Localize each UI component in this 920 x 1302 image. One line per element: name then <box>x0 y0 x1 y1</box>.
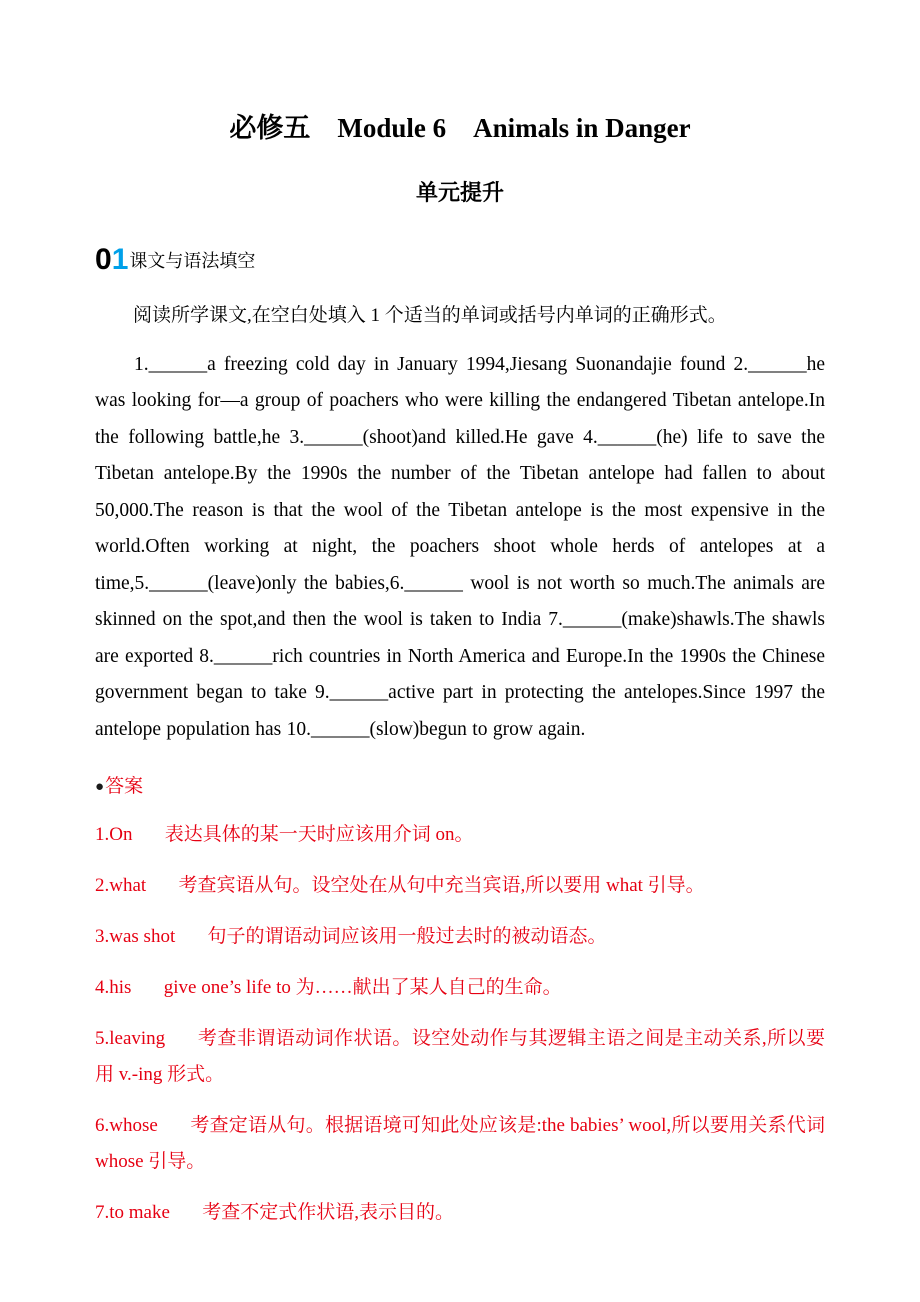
answer-key: 7.to make <box>95 1202 170 1224</box>
section-number-one: 1 <box>111 242 129 276</box>
answer-key: 4.his <box>95 977 132 999</box>
answer-item-4 <box>95 970 825 1006</box>
answer-key: 2.what <box>95 875 147 897</box>
answer-explanation: give one’s life to 为……献出了某人自己的生命。 <box>163 977 562 999</box>
answer-explanation: 考查宾语从句。设空处在从句中充当宾语,所以要用 what 引导。 <box>178 875 705 897</box>
answer-bullet-icon: ● <box>95 779 105 796</box>
section-number-zero: 0 <box>95 242 112 276</box>
answer-key: 1.On <box>95 824 133 846</box>
answer-key: 3.was shot <box>95 926 176 948</box>
answer-key: 5.leaving <box>95 1028 166 1050</box>
answer-item-7 <box>95 1195 825 1231</box>
answer-item-2 <box>95 868 825 904</box>
answers-header <box>95 772 825 802</box>
answer-explanation: 句子的谓语动词应该用一般过去时的被动语态。 <box>207 926 607 948</box>
answer-key: 6.whose <box>95 1115 158 1137</box>
answer-explanation: 考查不定式作状语,表示目的。 <box>202 1202 454 1224</box>
page-subtitle: 单元提升 <box>415 180 504 206</box>
answer-explanation: 表达具体的某一天时应该用介词 on。 <box>164 824 474 846</box>
section-header <box>95 242 825 276</box>
answers-label: 答案 <box>105 776 144 798</box>
answer-item-1 <box>95 817 825 853</box>
answer-explanation: 考查定语从句。根据语境可知此处应该是:the babies’ wool,所以要用关系代词 whose 引导。 <box>95 1115 825 1173</box>
answer-explanation: 考查非谓语动词作状语。设空处动作与其逻辑主语之间是主动关系,所以要用 v.-ing 形式。 <box>95 1028 825 1086</box>
page-title: 必修五 Module 6 Animals in Danger <box>229 113 691 143</box>
answer-item-5 <box>95 1021 825 1093</box>
section-label: 课文与语法填空 <box>129 250 256 271</box>
cloze-passage: 1.______a freezing cold day in January 1994,Jiesang Suonandajie found 2.______he was looking for—a group of poachers who were killing the endangered Tibetan antelope.In the following battle,he 3.______(shoot)and killed.He gave 4.______(he) life to save the Tibetan antelope.By the 1990s the number of the Tibetan antelope had fallen to about 50,000.The reason is that the wool of the Tibetan antelope is the most expensive in the world.Often working at night, the poachers shoot whole herds of antelopes at a time,5.______(leave)only the babies,6.______ wool is not worth so much.The animals are skinned on the spot,and then the wool is taken to India 7.______(make)shawls.The shawls are exported 8.______rich countries in North America and Europe.In the 1990s the Chinese government began to take 9.______active part in protecting the antelopes.Since 1997 the antelope population has 10.______(slow)begun to grow again. <box>95 353 825 740</box>
instruction-text: 阅读所学课文,在空白处填入 1 个适当的单词或括号内单词的正确形式。 <box>133 304 727 326</box>
answer-item-6 <box>95 1108 825 1180</box>
answer-item-3 <box>95 919 825 955</box>
